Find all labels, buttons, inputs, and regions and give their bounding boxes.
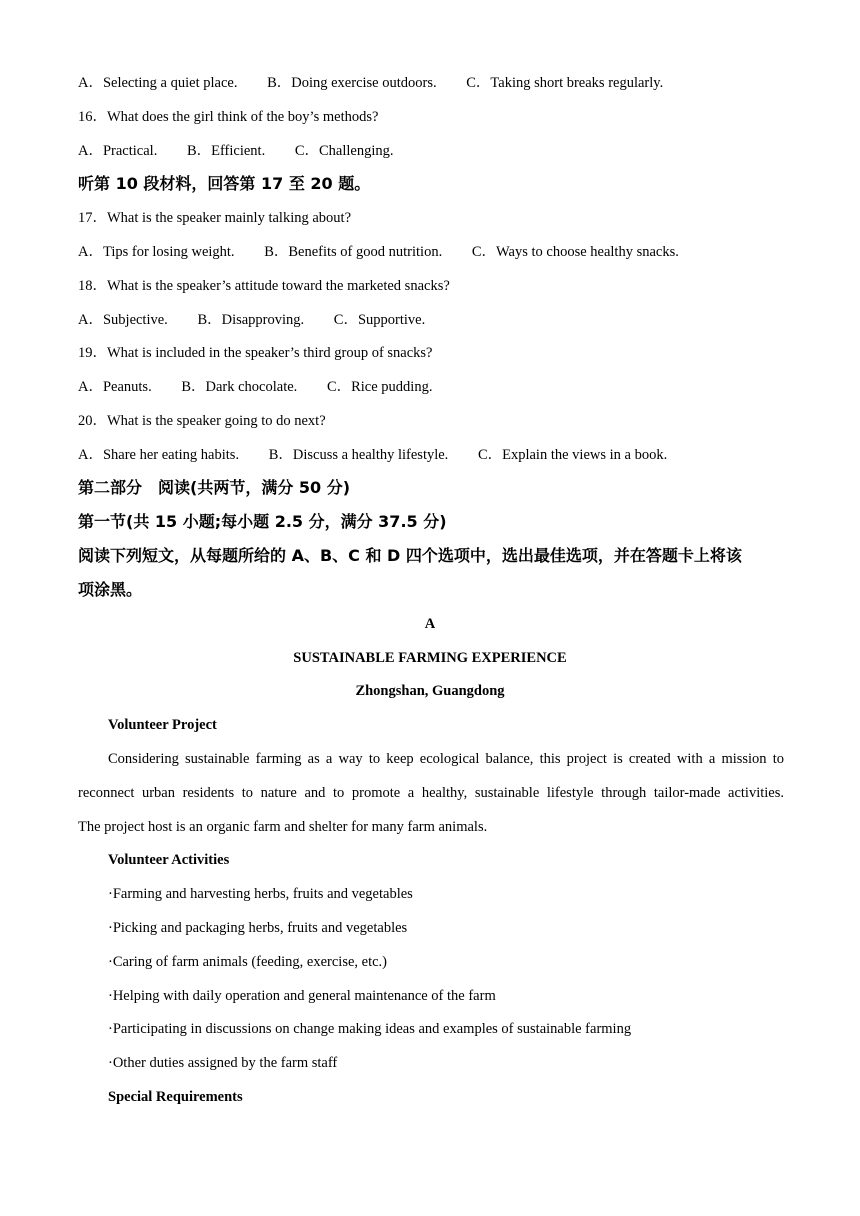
project-heading: Volunteer Project	[108, 717, 217, 733]
part-two-heading: 第二部分 阅读(共两节，满分 50 分)	[78, 478, 351, 497]
q16-option-b: B．Efficient.	[186, 143, 266, 159]
q20-stem: 20．What is the speaker going to do next?	[78, 413, 326, 429]
q19-option-a: A．Peanuts.	[78, 379, 152, 395]
activity-item: ·Caring of farm animals (feeding, exercise, etc.)	[108, 954, 387, 970]
q19-options	[78, 377, 432, 397]
q19-stem: 19．What is included in the speaker’s third group of snacks?	[78, 345, 433, 361]
activity-item: ·Picking and packaging herbs, fruits and vegetables	[108, 920, 408, 936]
passage-title: SUSTAINABLE FARMING EXPERIENCE	[293, 650, 567, 666]
q15-option-c: C．Taking short breaks regularly.	[466, 75, 664, 91]
q18-option-b: B．Disapproving.	[197, 312, 305, 328]
project-paragraph-line-3: The project host is an organic farm and shelter for many farm animals.	[78, 819, 488, 835]
q18-options	[78, 310, 425, 330]
project-paragraph-line-2: reconnect urban residents to nature and to promote a healthy, sustainable lifestyle through tailor-made activities.	[78, 785, 784, 801]
activity-item: ·Participating in discussions on change making ideas and examples of sustainable farming	[108, 1021, 632, 1037]
q17-option-c: C．Ways to choose healthy snacks.	[471, 244, 679, 260]
q17-option-b: B．Benefits of good nutrition.	[264, 244, 443, 260]
activities-heading: Volunteer Activities	[108, 852, 230, 868]
q16-option-c: C．Challenging.	[294, 143, 394, 159]
section-one-heading: 第一节(共 15 小题;每小题 2.5 分，满分 37.5 分)	[78, 512, 447, 531]
q17-option-a: A．Tips for losing weight.	[78, 244, 235, 260]
passage-letter: A	[424, 616, 436, 632]
q19-option-b: B．Dark chocolate.	[181, 379, 298, 395]
q15-options	[78, 73, 663, 93]
q17-options	[78, 242, 679, 262]
activity-item: ·Other duties assigned by the farm staff	[108, 1055, 338, 1071]
q16-stem: 16．What does the girl think of the boy’s methods?	[78, 109, 379, 125]
q16-options	[78, 141, 394, 161]
section-10-heading: 听第 10 段材料，回答第 17 至 20 题。	[78, 174, 371, 193]
q15-option-b: B．Doing exercise outdoors.	[267, 75, 437, 91]
instruction-line-1: 阅读下列短文，从每题所给的 A、B、C 和 D 四个选项中，选出最佳选项，并在答题卡上将该	[78, 546, 742, 565]
q17-stem: 17．What is the speaker mainly talking about?	[78, 210, 352, 226]
q19-option-c: C．Rice pudding.	[326, 379, 433, 395]
project-paragraph-line-1: Considering sustainable farming as a way to keep ecological balance, this project is created with a mission to	[108, 751, 784, 767]
q18-stem: 18．What is the speaker’s attitude toward the marketed snacks?	[78, 278, 450, 294]
activity-item: ·Helping with daily operation and general maintenance of the farm	[108, 988, 496, 1004]
q18-option-a: A．Subjective.	[78, 312, 168, 328]
q16-option-a: A．Practical.	[78, 143, 158, 159]
requirements-heading: Special Requirements	[108, 1089, 243, 1105]
activity-item: ·Farming and harvesting herbs, fruits and vegetables	[108, 886, 413, 902]
q18-option-c: C．Supportive.	[333, 312, 426, 328]
passage-location: Zhongshan, Guangdong	[355, 683, 505, 699]
instruction-line-2: 项涂黑。	[78, 580, 143, 599]
q15-option-a: A．Selecting a quiet place.	[78, 75, 238, 91]
q20-options	[78, 445, 667, 465]
q20-option-b: B．Discuss a healthy lifestyle.	[268, 447, 449, 463]
q20-option-c: C．Explain the views in a book.	[477, 447, 668, 463]
q20-option-a: A．Share her eating habits.	[78, 447, 240, 463]
